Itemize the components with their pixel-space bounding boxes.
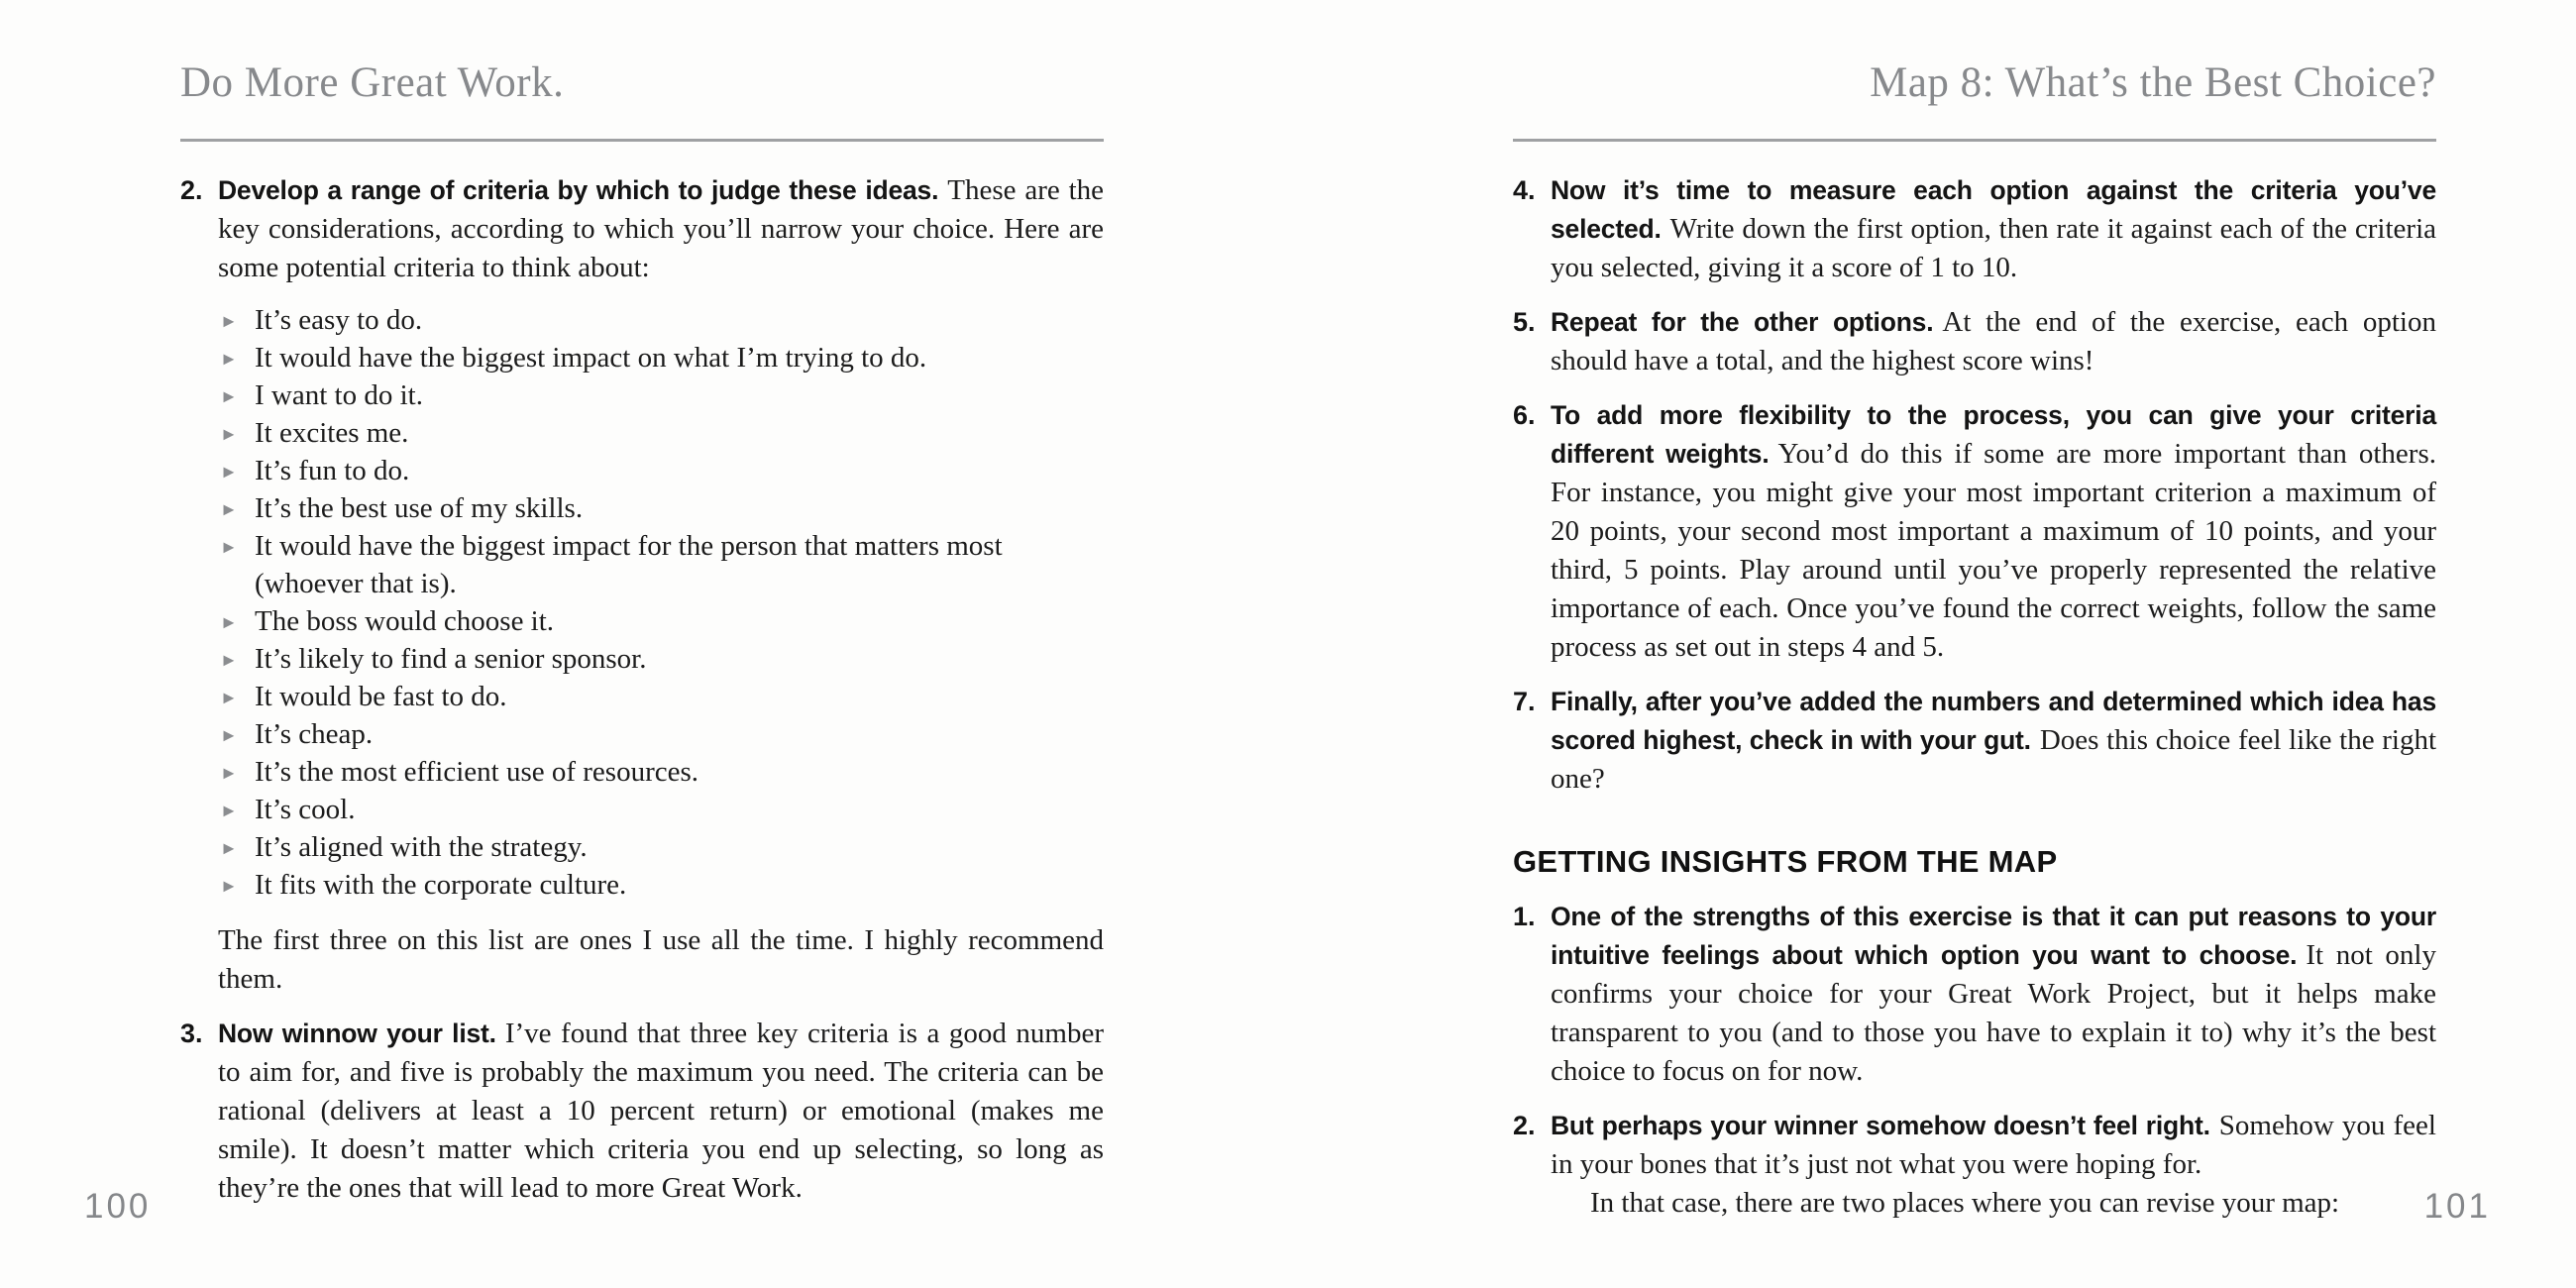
bullet-triangle-icon: ► (220, 876, 238, 896)
item-lead: To add more flexibility to the process, you can give your criteria different weights. (1551, 400, 2436, 469)
bullet-triangle-icon: ► (220, 462, 238, 482)
bullet-item (218, 452, 1104, 489)
bullet-item (218, 414, 1104, 452)
item-text (1551, 683, 2436, 799)
bullet-item (218, 376, 1104, 414)
bullet-text: It would be fast to do. (255, 681, 507, 712)
item-lead: One of the strengths of this exercise is that it can put reasons to your intuitive feelings about which option you want to choose. (1551, 902, 2436, 970)
numbered-item-2 (180, 171, 1104, 999)
bullet-text: It would have the biggest impact for the person that matters most (whoever that is). (255, 530, 1003, 599)
bullet-triangle-icon: ► (220, 349, 238, 369)
page-number-left: 100 (84, 1187, 152, 1226)
item-lead: Finally, after you’ve added the numbers and determined which idea has scored highest, check in with your gut. (1551, 687, 2436, 755)
bullet-item (218, 678, 1104, 715)
bullet-text: It’s the most efficient use of resources. (255, 756, 699, 788)
bullet-item (218, 791, 1104, 828)
criteria-bullet-list (218, 301, 1104, 904)
numbered-item-6 (1513, 396, 2436, 667)
right-running-head: Map 8: What’s the Best Choice? (1870, 59, 2436, 106)
bullet-triangle-icon: ► (220, 650, 238, 670)
item-body: Does this choice feel like the right one? (1551, 724, 2436, 795)
item-body: These are the key considerations, according to which you’ll narrow your choice. Here are some potential criteria to think about: (218, 174, 1104, 283)
bullet-text: I want to do it. (255, 379, 423, 411)
item-text (1551, 1107, 2436, 1223)
bullet-text: It would have the biggest impact on what I’m trying to do. (255, 342, 927, 374)
item-text (1551, 396, 2436, 667)
bullet-text: It’s cheap. (255, 718, 374, 750)
bullet-text: It’s likely to find a senior sponsor. (255, 643, 647, 675)
bullet-text: It’s easy to do. (255, 304, 423, 336)
bullet-text: It’s the best use of my skills. (255, 492, 584, 524)
bullet-text: It’s cool. (255, 794, 356, 825)
bullet-text: The boss would choose it. (255, 605, 555, 637)
item-text (218, 1015, 1104, 1208)
numbered-item-5 (1513, 303, 2436, 380)
right-page (1513, 57, 2436, 1238)
page-number-right: 101 (2423, 1187, 2491, 1226)
left-header-rule (180, 139, 1104, 142)
bullet-triangle-icon: ► (220, 612, 238, 632)
section-heading: GETTING INSIGHTS FROM THE MAP (1513, 844, 2058, 879)
bullet-triangle-icon: ► (220, 688, 238, 707)
item-number: 1. (1513, 902, 1536, 931)
bullet-text: It’s aligned with the strategy. (255, 831, 588, 863)
item-number: 7. (1513, 687, 1536, 716)
item-number: 6. (1513, 400, 1536, 430)
bullet-item (218, 602, 1104, 640)
numbered-item-3 (180, 1015, 1104, 1208)
bullet-text: It’s fun to do. (255, 455, 410, 486)
item-number: 2. (180, 175, 203, 205)
bullet-triangle-icon: ► (220, 725, 238, 745)
bullet-item (218, 301, 1104, 339)
bullet-item (218, 828, 1104, 866)
bullet-triangle-icon: ► (220, 386, 238, 406)
item-body: Write down the first option, then rate it against each of the criteria you selected, giving it a score of 1 to 10. (1551, 213, 2436, 283)
bullet-triangle-icon: ► (220, 763, 238, 783)
item-body: It not only confirms your choice for your Great Work Project, but it helps make transparent to you (and to those you have to explain it to) why it’s the best choice to focus on for now. (1551, 939, 2436, 1087)
bullet-text: It excites me. (255, 417, 409, 449)
bullet-item (218, 339, 1104, 376)
bullets-note: The first three on this list are ones I use all the time. I highly recommend them. (218, 924, 1104, 995)
item-text (1551, 171, 2436, 287)
item-lead: Now winnow your list. (218, 1019, 496, 1048)
item-body: At the end of the exercise, each option should have a total, and the highest score wins! (1551, 306, 2436, 376)
bullet-item (218, 640, 1104, 678)
left-running-head: Do More Great Work. (180, 59, 565, 106)
item-lead: But perhaps your winner somehow doesn’t feel right. (1551, 1111, 2210, 1140)
bullet-item (218, 489, 1104, 527)
bullet-text: It fits with the corporate culture. (255, 869, 627, 901)
left-page (180, 57, 1104, 1224)
item-lead: Repeat for the other options. (1551, 307, 1934, 337)
item-body: Somehow you feel in your bones that it’s just not what you were hoping for. (1551, 1110, 2436, 1180)
item-body: You’d do this if some are more important than others. For instance, you might give your most important criterion a maximum of 20 points, your second most important a maximum of 10 points, and your third, 5 points. Play around until you’ve properly represented the relative importance of each. Once you’ve found the correct weights, follow the same process as set out in steps 4 and 5. (1551, 438, 2436, 663)
insight-item-1 (1513, 898, 2436, 1091)
bullet-triangle-icon: ► (220, 801, 238, 820)
bullet-triangle-icon: ► (220, 838, 238, 858)
item-number: 4. (1513, 175, 1536, 205)
item-number: 3. (180, 1019, 203, 1048)
bullet-triangle-icon: ► (220, 311, 238, 331)
item-number: 5. (1513, 307, 1536, 337)
item-lead: Now it’s time to measure each option against the criteria you’ve selected. (1551, 175, 2436, 244)
item-lead: Develop a range of criteria by which to judge these ideas. (218, 175, 939, 205)
item-text (218, 171, 1104, 999)
item-number: 2. (1513, 1111, 1536, 1140)
bullet-item (218, 527, 1104, 602)
bullet-triangle-icon: ► (220, 537, 238, 557)
bullet-triangle-icon: ► (220, 424, 238, 444)
insight-item-2 (1513, 1107, 2436, 1223)
bullet-triangle-icon: ► (220, 499, 238, 519)
item-text (1551, 303, 2436, 380)
numbered-item-4 (1513, 171, 2436, 287)
bullet-item (218, 753, 1104, 791)
bullet-item (218, 715, 1104, 753)
item-text (1551, 898, 2436, 1091)
item-body: I’ve found that three key criteria is a good number to aim for, and five is probably the maximum you need. The criteria can be rational (delivers at least a 10 percent return) or emotional (makes me smile). It doesn’t matter which criteria you end up selecting, so long as they’re the ones that will lead to more Great Work. (218, 1018, 1104, 1204)
bullet-item (218, 866, 1104, 904)
revise-note: In that case, there are two places where you can revise your map: (1590, 1187, 2340, 1219)
right-header-rule (1513, 139, 2436, 142)
numbered-item-7 (1513, 683, 2436, 799)
